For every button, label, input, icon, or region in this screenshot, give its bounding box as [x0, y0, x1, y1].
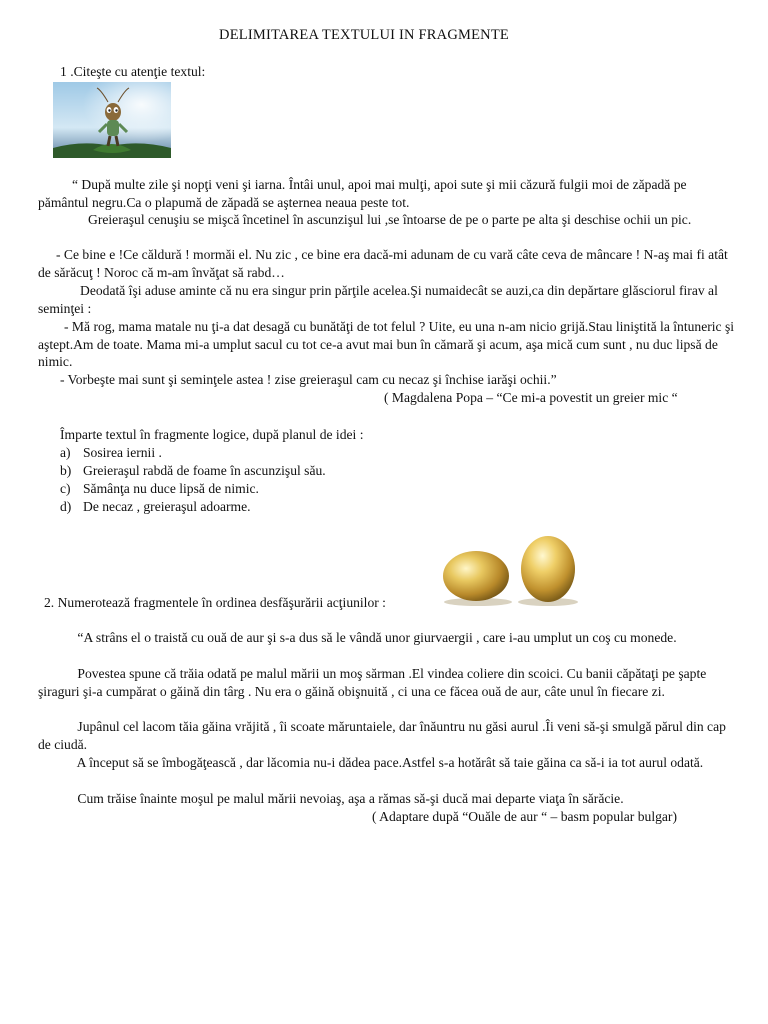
fragment-text: Povestea spune că trăia odată pe malul mării un moş sărman .El vindea coliere din scoici. Cu banii căpătaţi pe şapte şiraguri şi-a cumpărat o găină din târg . Nu era o găină obişnuită , ci una ce făcea ouă de aur, câte unul în fiecare zi.: [38, 666, 707, 699]
idea-plan-list: [60, 444, 326, 516]
story-paragraph: “ După multe zile şi nopţi veni şi iarna. Întâi unul, apoi mai mulţi, apoi sute şi mii căzură fulgii moi de zăpadă pe pământul negru.Ca o plapumă de zăpadă se aşternea neaua peste tot.: [38, 177, 687, 210]
story-paragraph: - Mă rog, mama matale nu ţi-a dat desagă cu bunătăţi de tot felul ? Uite, eu una n-am nicio grijă.Stau liniştită la întuneric şi aştept.Am de toate. Mama mi-a umplut sacul cu tot ce-a avut mai bun în cămară şi acum, aşa mică cum sunt , nu duc lipsă de nimic.: [38, 319, 735, 370]
fragment-text: Cum trăise înainte moşul pe malul mării nevoiaş, aşa a rămas să-şi ducă mai departe viaţa în sărăcie.: [77, 791, 624, 806]
task2-label: 2. Numerotează fragmentele în ordinea desfăşurării acţiunilor :: [44, 595, 386, 610]
plan-item: [60, 480, 326, 498]
story-paragraph: Deodată îşi aduse aminte că nu era singur prin părţile acelea.Şi numaidecât se auzi,ca din depărtare glăsciorul firav al seminţei :: [38, 283, 718, 316]
fragment-item: [38, 718, 738, 753]
plan-item-text: De necaz , greieraşul adoarme.: [83, 499, 251, 514]
golden-eggs-image: [438, 532, 586, 610]
story-paragraph: - Ce bine e !Ce căldură ! mormăi el. Nu zic , ce bine era dacă-mi adunam de cu vară câte ceva de mâncare ! N-aş mai fi atât de sărăcuţ ! Noroc că m-am învăţat să rabd…: [38, 247, 728, 280]
fragment-item: [38, 629, 738, 647]
story-source: ( Magdalena Popa – “Ce mi-a povestit un greier mic “: [384, 390, 678, 405]
plan-item-text: Greieraşul rabdă de foame în ascunzişul său.: [83, 463, 326, 478]
plan-item-text: Sămânţa nu duce lipsă de nimic.: [83, 481, 259, 496]
fragment-text: Jupânul cel lacom tăia găina vrăjită , îi scoate măruntaiele, dar înăuntru nu găsi aurul .Îi veni să-şi smulgă părul din cap de ciudă.: [38, 719, 726, 752]
fragment-item: [38, 665, 738, 700]
fragment-source: ( Adaptare după “Ouăle de aur “ – basm popular bulgar): [372, 809, 677, 824]
fragment-item: [38, 790, 738, 808]
fragment-text: “A strâns el o traistă cu ouă de aur şi s-a dus să le vândă unor giurvaergii , care i-au umplut un coş cu monede.: [77, 630, 677, 645]
task1-label: 1 .Citeşte cu atenţie textul:: [60, 64, 206, 79]
plan-item-mark: b): [60, 463, 72, 478]
story-paragraph: - Vorbeşte mai sunt şi seminţele astea ! zise greieraşul cam cu necaz şi închise iarăşi ochii.”: [60, 372, 557, 387]
page-title: DELIMITAREA TEXTULUI IN FRAGMENTE: [219, 27, 509, 43]
fragment-item: [38, 754, 738, 772]
task1-instruction: Împarte textul în fragmente logice, după planul de idei :: [60, 427, 364, 442]
plan-item-mark: d): [60, 499, 72, 514]
plan-item: [60, 498, 326, 516]
plan-item-mark: a): [60, 445, 71, 460]
plan-item: [60, 462, 326, 480]
plan-item-text: Sosirea iernii .: [83, 445, 162, 460]
fragment-text: A început să se îmbogăţească , dar lăcomia nu-i dădea pace.Astfel s-a hotărât să taie găina ca să-i ia tot aurul odată.: [76, 755, 704, 770]
grasshopper-image: [53, 82, 171, 158]
plan-item-mark: c): [60, 481, 71, 496]
plan-item: [60, 444, 326, 462]
story-paragraph: Greieraşul cenuşiu se mişcă încetinel în ascunzişul lui ,se întoarse de pe o parte pe alta şi deschise ochii un pic.: [88, 212, 692, 227]
